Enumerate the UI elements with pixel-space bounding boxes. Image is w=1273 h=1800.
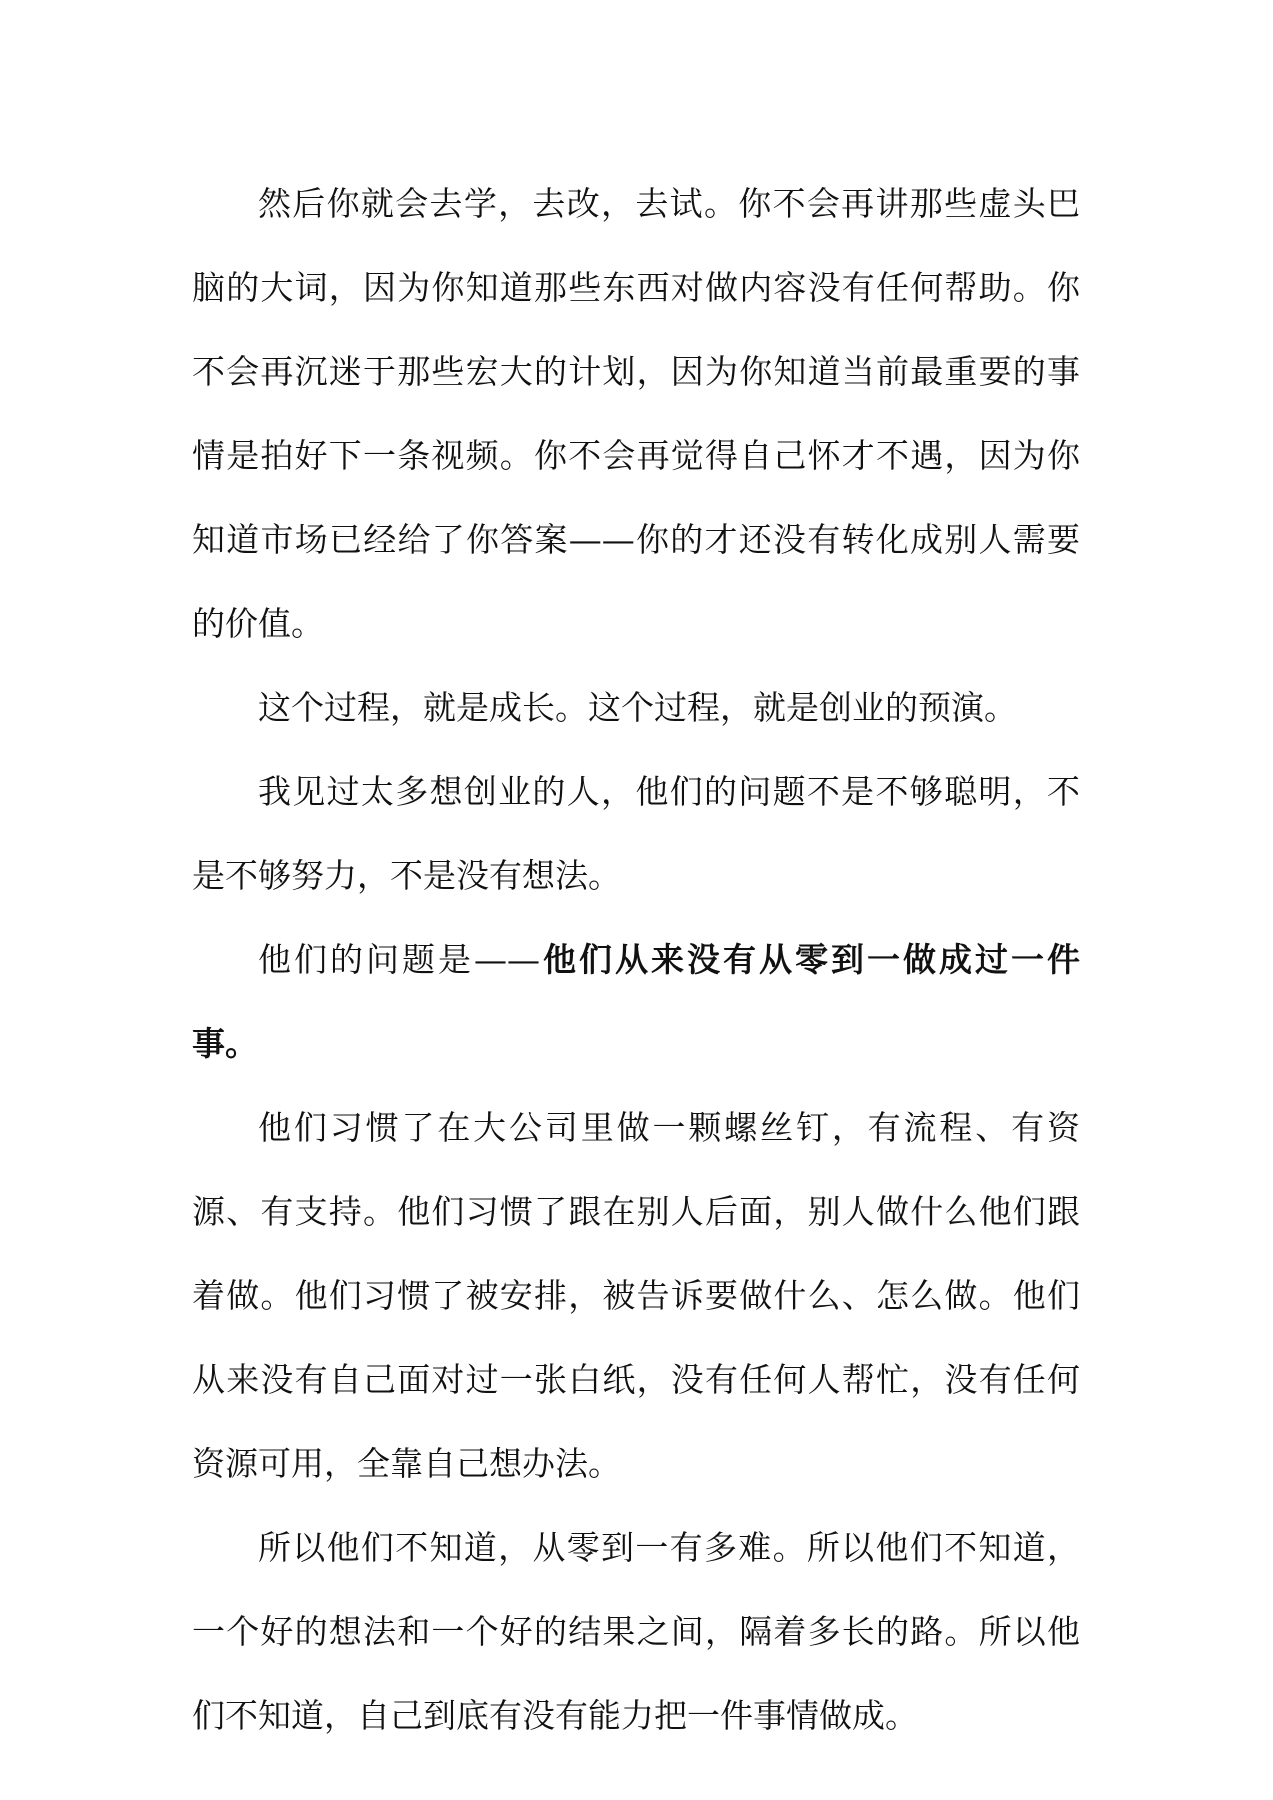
paragraph-4-emphasis: 他们从来没有从零到一做成过一件事。 [192, 940, 1080, 1063]
paragraph-4-lead: 他们的问题是—— [258, 940, 540, 979]
paragraph-2: 这个过程，就是成长。这个过程，就是创业的预演。 [258, 688, 1017, 727]
paragraph-4 [192, 918, 1080, 1086]
paragraph-3: 我见过太多想创业的人，他们的问题不是不够聪明，不是不够努力，不是没有想法。 [192, 772, 1080, 895]
paragraph-6: 所以他们不知道，从零到一有多难。所以他们不知道，一个好的想法和一个好的结果之间，隔着多长的路。所以他们不知道，自己到底有没有能力把一件事情做成。 [192, 1528, 1080, 1735]
paragraph-1: 然后你就会去学，去改，去试。你不会再讲那些虚头巴脑的大词，因为你知道那些东西对做内容没有任何帮助。你不会再沉迷于那些宏大的计划，因为你知道当前最重要的事情是拍好下一条视频。你不会再觉得自己怀才不遇，因为你知道市场已经给了你答案——你的才还没有转化成别人需要的价值。 [192, 184, 1080, 643]
paragraph-5: 他们习惯了在大公司里做一颗螺丝钉，有流程、有资源、有支持。他们习惯了跟在别人后面，别人做什么他们跟着做。他们习惯了被安排，被告诉要做什么、怎么做。他们从来没有自己面对过一张白纸，没有任何人帮忙，没有任何资源可用，全靠自己想办法。 [192, 1108, 1080, 1483]
document-body [192, 162, 1080, 1758]
